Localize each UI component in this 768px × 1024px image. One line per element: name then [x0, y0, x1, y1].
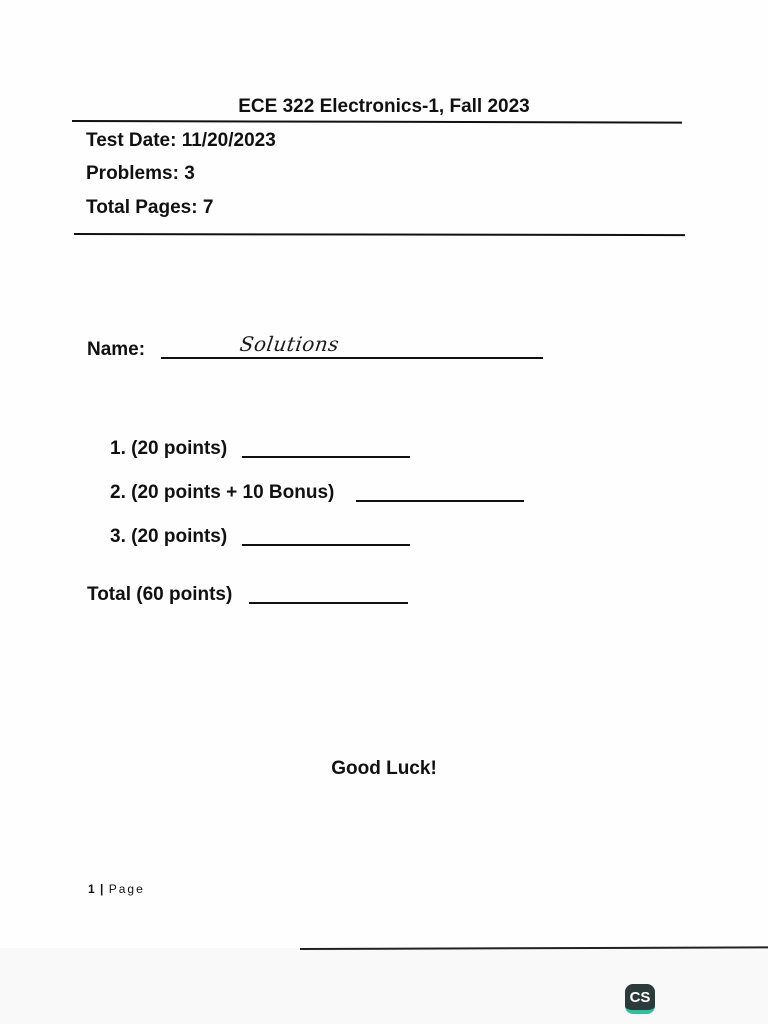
score-blank-problem-2 — [356, 500, 524, 502]
course-title: ECE 322 Electronics-1, Fall 2023 — [238, 96, 530, 117]
score-blank-problem-1 — [242, 456, 410, 458]
footer-separator: | — [100, 882, 104, 896]
closing-message: Good Luck! — [331, 758, 437, 779]
camscanner-logo-icon — [625, 984, 655, 1014]
name-underline — [161, 357, 543, 359]
test-date: Test Date: 11/20/2023 — [86, 130, 276, 151]
name-label: Name: — [87, 339, 146, 360]
page-word: Page — [108, 882, 145, 896]
total-score-blank — [249, 602, 408, 604]
name-handwritten-value: Solutions — [238, 332, 341, 356]
header-bottom-rule — [74, 233, 685, 236]
score-label-problem-1: 1. (20 points) — [110, 438, 228, 459]
page-footer — [88, 882, 145, 896]
total-pages: Total Pages: 7 — [86, 197, 214, 218]
problem-count: Problems: 3 — [86, 163, 195, 184]
scanner-badge-text: CS — [629, 988, 651, 1006]
score-blank-problem-3 — [242, 544, 410, 546]
score-label-problem-3: 3. (20 points) — [110, 526, 228, 547]
header-top-rule — [72, 120, 682, 124]
score-label-problem-2: 2. (20 points + 10 Bonus) — [110, 482, 335, 503]
page-number: 1 — [88, 882, 95, 896]
total-score-label: Total (60 points) — [87, 584, 233, 605]
